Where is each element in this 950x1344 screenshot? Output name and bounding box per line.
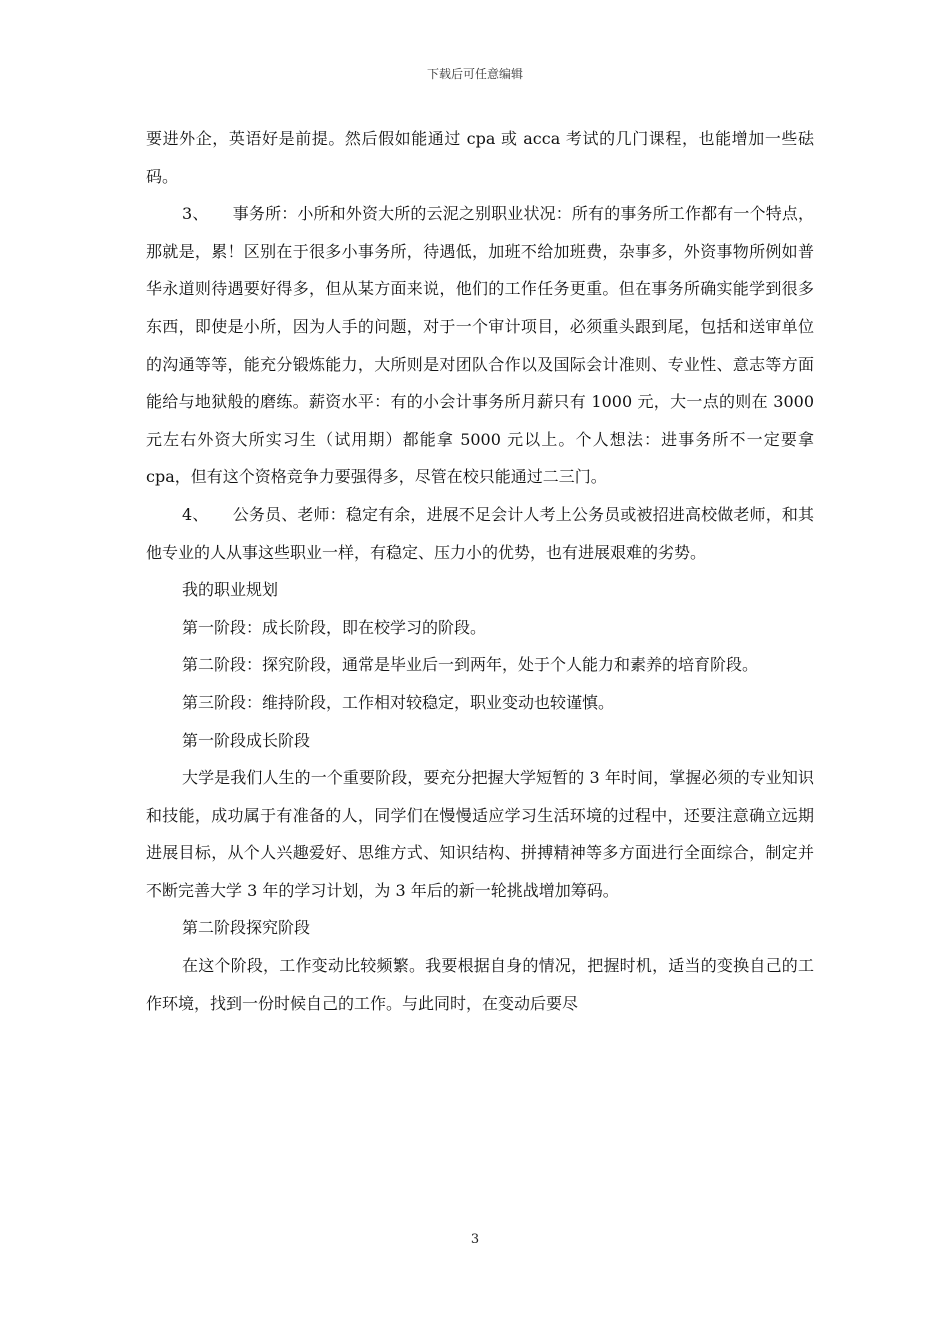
paragraph: 要进外企，英语好是前提。然后假如能通过 cpa 或 acca 考试的几门课程，也能增加一些砝码。 bbox=[146, 129, 814, 186]
paragraph: 第二阶段：探究阶段，通常是毕业后一到两年，处于个人能力和素养的培育阶段。 bbox=[182, 655, 759, 675]
paragraph: 4、 公务员、老师：稳定有余，进展不足会计人考上公务员或被招进高校做老师，和其他专业的人从事这些职业一样，有稳定、压力小的优势，也有进展艰难的劣势。 bbox=[146, 504, 814, 562]
document-body bbox=[146, 120, 814, 1022]
section-heading: 我的职业规划 bbox=[182, 580, 279, 600]
paragraph: 第三阶段：维持阶段，工作相对较稳定，职业变动也较谨慎。 bbox=[182, 692, 615, 712]
paragraph: 第一阶段：成长阶段，即在校学习的阶段。 bbox=[182, 617, 487, 637]
paragraph: 大学是我们人生的一个重要阶段，要充分把握大学短暂的 3 年时间，掌握必须的专业知识和技能，成功属于有准备的人，同学们在慢慢适应学习生活环境的过程中，还要注意确立远期进展目标，从个人兴趣爱好、思维方式、知识结构、拼搏精神等多方面进行全面综合，制定并不断完善大学 3 年的学习计划，为 3 年后的新一轮挑战增加筹码。 bbox=[146, 768, 814, 900]
paragraph: 3、 事务所：小所和外资大所的云泥之别职业状况：所有的事务所工作都有一个特点，那就是，累！区别在于很多小事务所，待遇低，加班不给加班费，杂事多，外资事物所例如普华永道则待遇要好得多，但从某方面来说，他们的工作任务更重。但在事务所确实能学到很多东西，即使是小所，因为人手的问题，对于一个审计项目，必须重头跟到尾，包括和送审单位的沟通等等，能充分锻炼能力，大所则是对团队合作以及国际会计准则、专业性、意志等方面能给与地狱般的磨练。薪资水平：有的小会计事务所月薪只有 1000 元，大一点的则在 3000 元左右外资大所实习生（试用期）都能拿 5000 元以上。个人想法：进事务所不一定要拿 cpa，但有这个资格竞争力要强得多，尽管在校只能通过二三门。 bbox=[146, 204, 814, 487]
section-heading: 第一阶段成长阶段 bbox=[182, 730, 311, 750]
page-header: 下载后可任意编辑 bbox=[426, 67, 523, 81]
page-number: 3 bbox=[470, 1232, 480, 1247]
paragraph: 在这个阶段，工作变动比较频繁。我要根据自身的情况，把握时机，适当的变换自己的工作环境，找到一份时候自己的工作。与此同时，在变动后要尽 bbox=[146, 956, 814, 1013]
section-heading: 第二阶段探究阶段 bbox=[182, 918, 311, 938]
